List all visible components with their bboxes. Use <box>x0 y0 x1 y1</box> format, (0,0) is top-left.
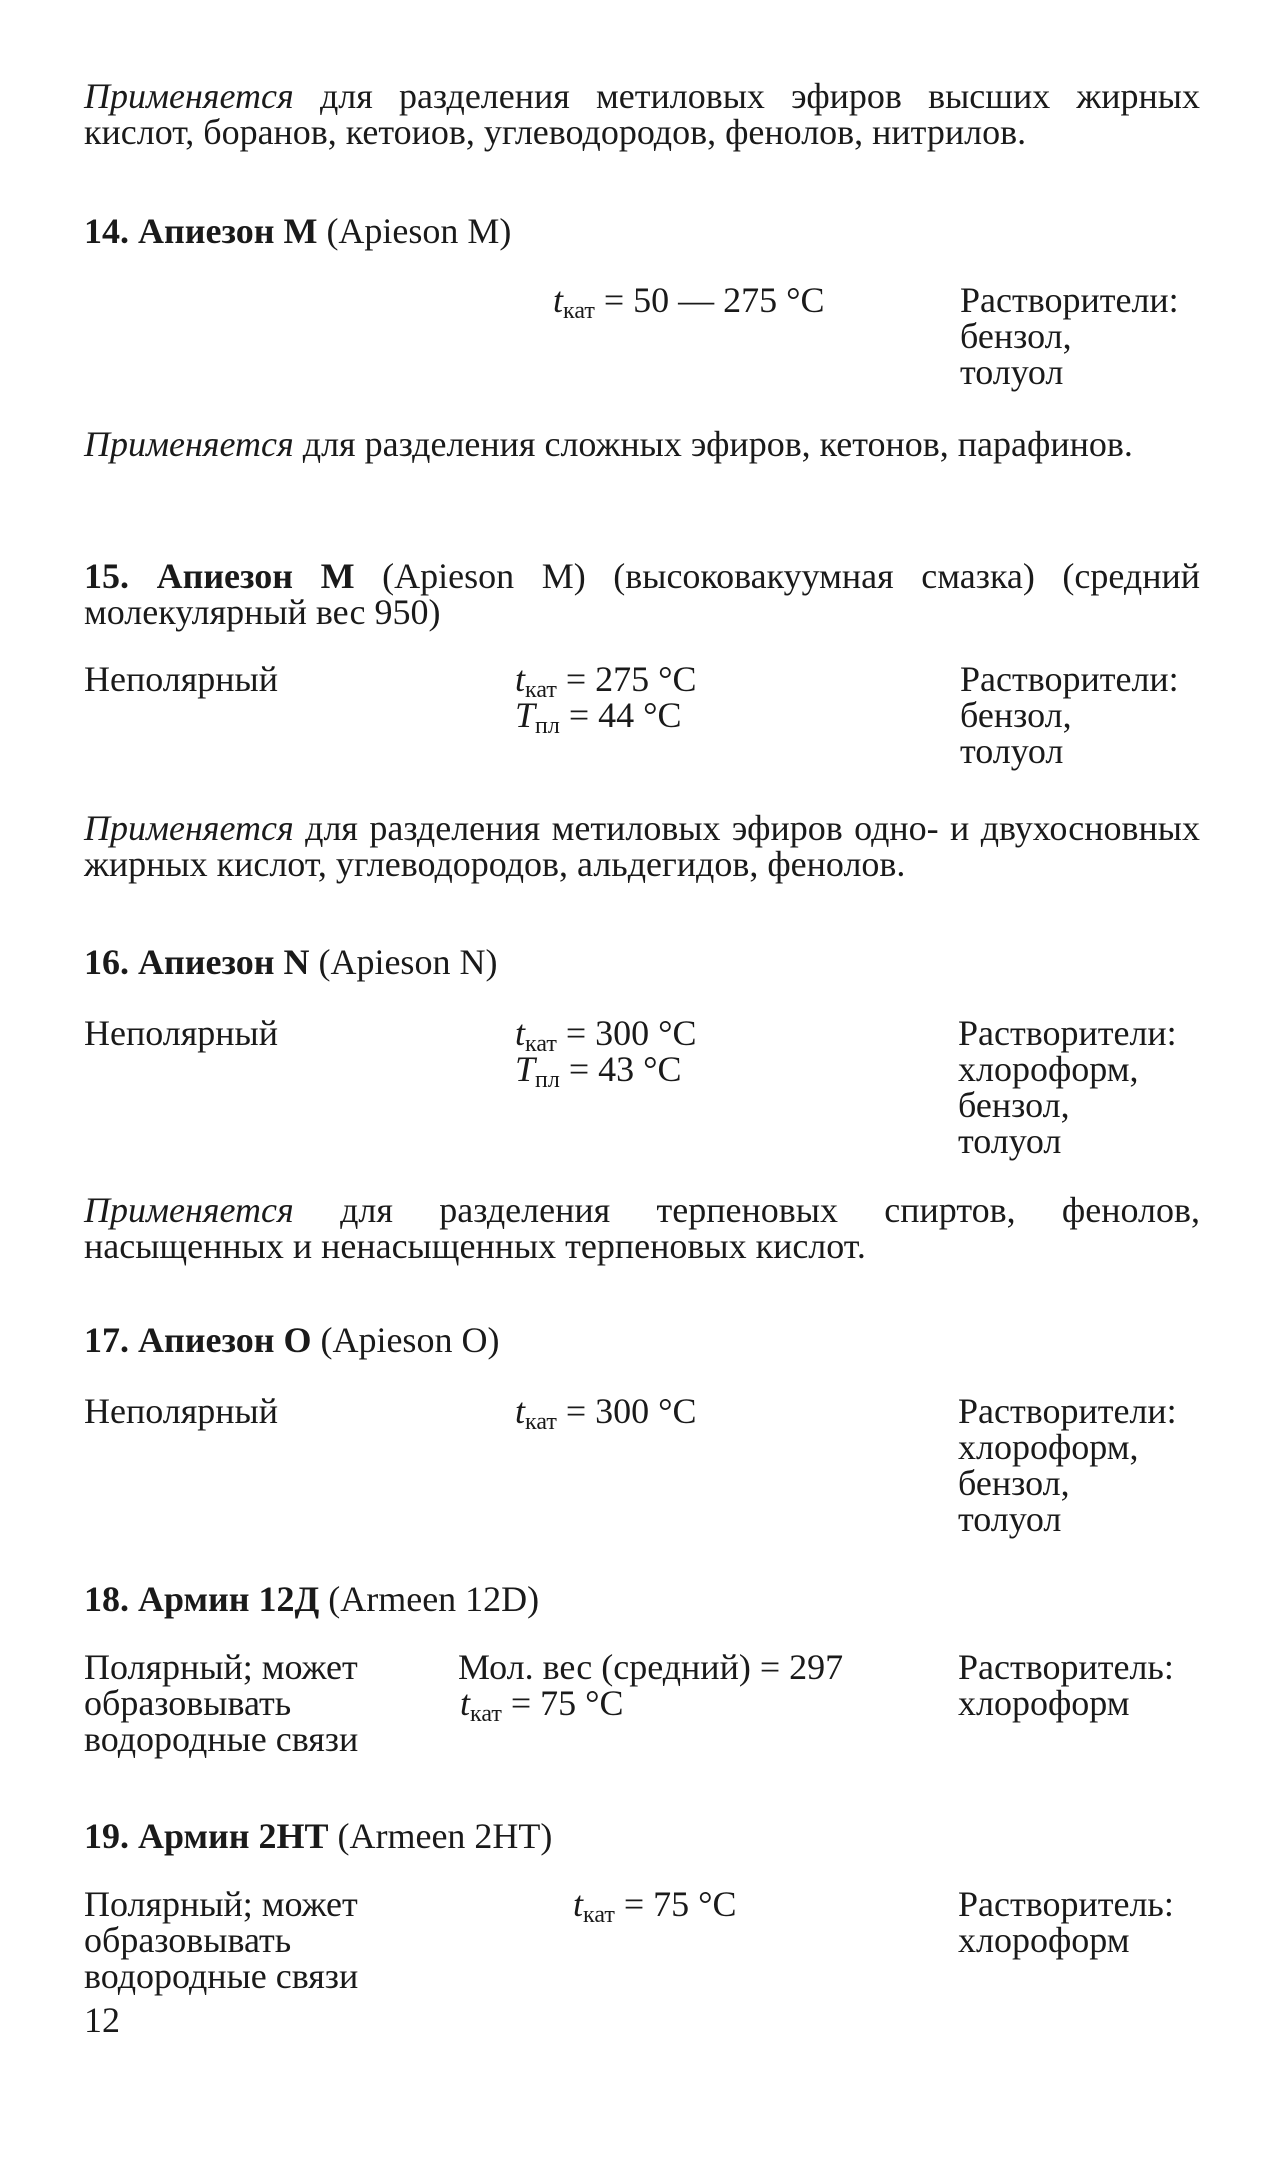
entry-17-solvents: Растворители: хлороформ, бензол, толуол <box>958 1391 1177 1539</box>
entry-15-application: Применяется для разделения метиловых эфиров одно- и двухосновных жирных кислот, углеводородов, альдегидов, фенолов. <box>84 808 1200 884</box>
entry-19-solvents: Растворитель: хлороформ <box>958 1884 1174 1960</box>
entry-14-application: Применяется для разделения сложных эфиров, кетонов, парафинов. <box>84 424 1133 464</box>
entry-14-params <box>553 280 825 324</box>
intro-text: для разделения метиловых эфиров высших жирных кислот, боранов, кетоиов, углеводородов, фенолов, нитрилов. <box>84 76 1200 152</box>
entry-14-solvents <box>960 282 1179 390</box>
intro-paragraph <box>84 78 1200 150</box>
solvent: толуол <box>960 352 1064 392</box>
param-line: $T_{пл} = 44$ °С <box>515 695 682 739</box>
entry-18-solvents: Растворитель: хлороформ <box>958 1647 1174 1723</box>
entry-latin: (Apieson M) (высоковакуумная смазка) (средний молекулярный вес 950) <box>84 556 1201 632</box>
entry-17-params <box>515 1391 697 1435</box>
param-line: $t_{кат} = 50$ — 275 °С <box>553 280 825 324</box>
entry-15-params <box>515 659 697 739</box>
entry-19-heading: 19. Армин 2НТ (Armeen 2HT) <box>84 1816 553 1856</box>
param-line: $t_{кат} = 300$ °С <box>515 1391 697 1435</box>
entry-17-heading: 17. Апиезон О (Apieson O) <box>84 1320 500 1360</box>
entry-19-params <box>573 1884 737 1928</box>
entry-14-heading <box>84 213 511 249</box>
entry-19-polarity: Полярный; может образовывать водородные связи <box>84 1884 359 1996</box>
mol-weight: Мол. вес (средний) = 297 <box>458 1647 844 1687</box>
entry-16-heading: 16. Апиезон N (Apieson N) <box>84 942 498 982</box>
param-line: $T_{пл} = 43$ °С <box>515 1049 682 1093</box>
entry-18-params <box>458 1647 844 1727</box>
entry-latin: (Apieson M) <box>317 211 512 251</box>
entry-18-heading: 18. Армин 12Д (Armeen 12D) <box>84 1579 540 1619</box>
entry-18-polarity: Полярный; может образовывать водородные связи <box>84 1647 359 1759</box>
entry-16-polarity: Неполярный <box>84 1013 279 1053</box>
entry-15-heading <box>84 558 1200 630</box>
param-line: $t_{кат} = 75$ °С <box>460 1683 624 1727</box>
intro-italic: Применяется <box>84 76 294 116</box>
param-line: $t_{кат} = 75$ °С <box>573 1884 737 1928</box>
entry-number: 14. <box>84 211 129 251</box>
solvent: бензол, <box>960 316 1072 356</box>
entry-16-solvents: Растворители: хлороформ, бензол, толуол <box>958 1013 1177 1161</box>
entry-number: 15. <box>84 556 129 596</box>
param-line: $t_{кат} = 275$ °С <box>515 659 697 703</box>
page-number: 12 <box>84 2000 120 2040</box>
entry-17-polarity: Неполярный <box>84 1391 279 1431</box>
entry-name: Апиезон М <box>156 556 355 596</box>
solvent-label: Растворители: <box>960 280 1179 320</box>
entry-15-polarity: Неполярный <box>84 659 279 699</box>
entry-16-application: Применяется для разделения терпеновых спиртов, фенолов, насыщенных и ненасыщенных терпеновых кислот. <box>84 1190 1200 1266</box>
entry-name: Апиезон М <box>138 211 318 251</box>
param-line: $t_{кат} = 300$ °С <box>515 1013 697 1057</box>
entry-15-solvents: Растворители: бензол, толуол <box>960 659 1179 771</box>
entry-16-params <box>515 1013 697 1093</box>
